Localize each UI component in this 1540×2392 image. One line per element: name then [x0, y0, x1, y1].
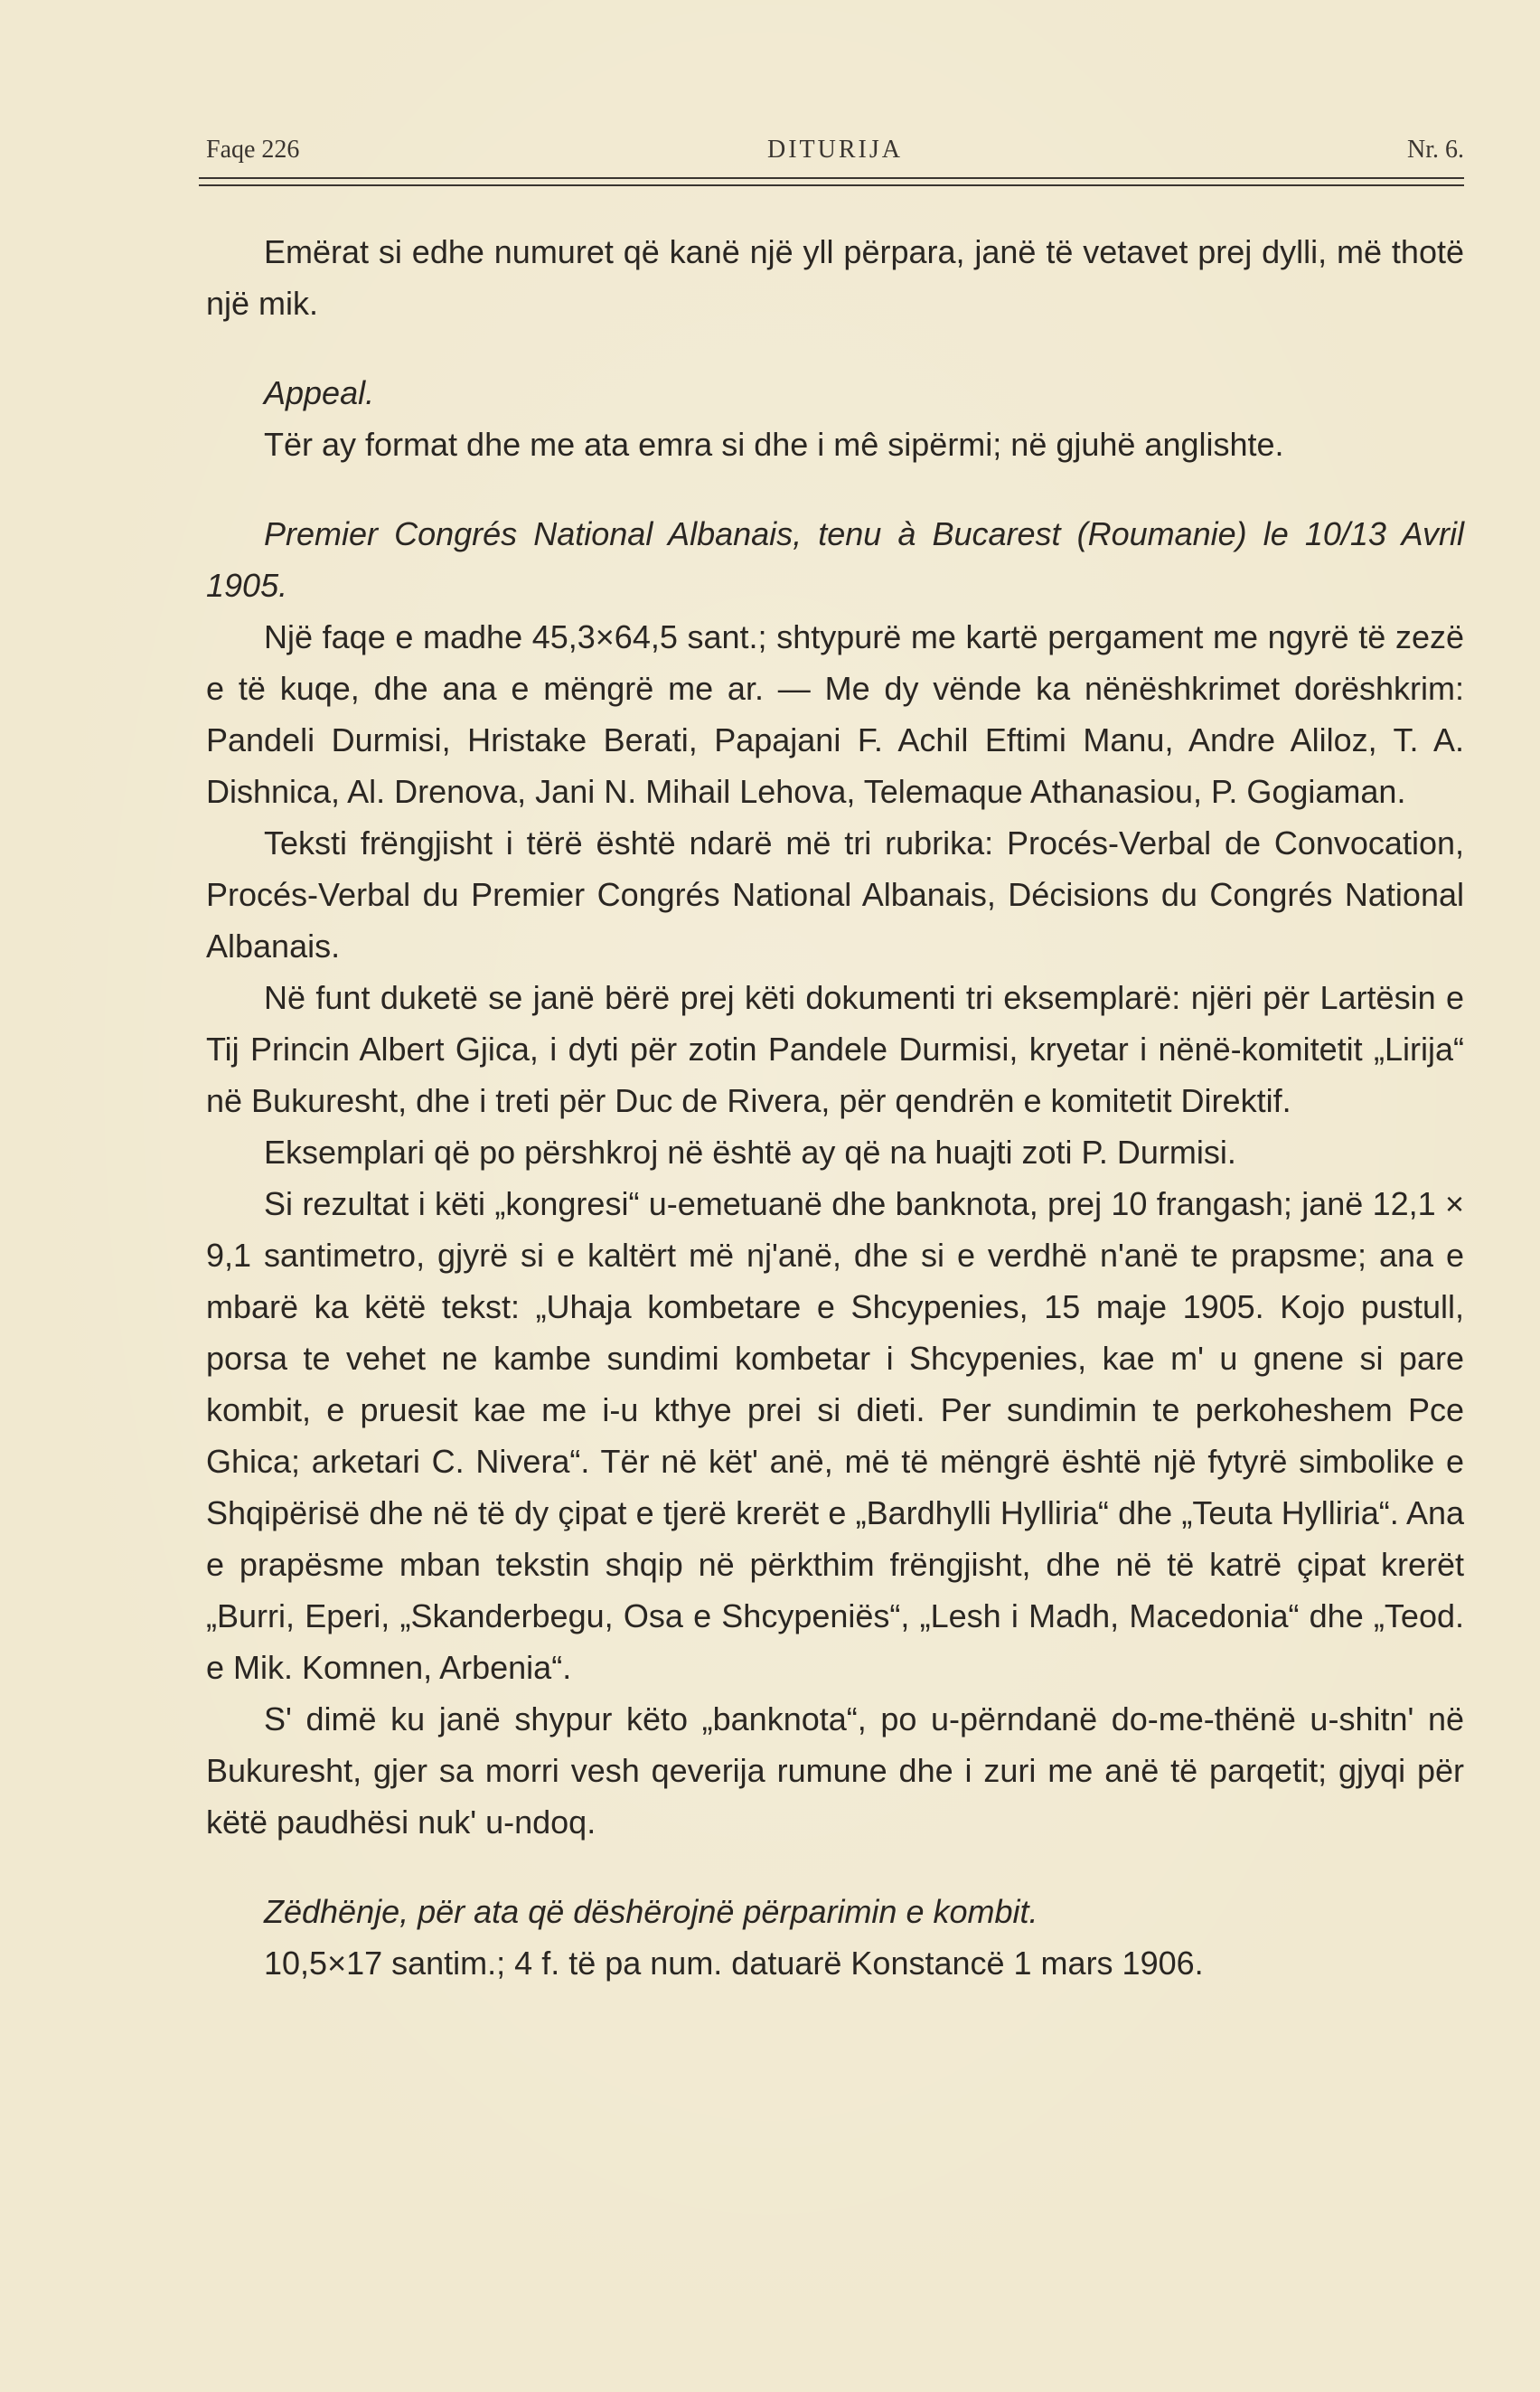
issue-number: Nr. 6.	[1407, 136, 1464, 164]
paragraph-congress-description: Një faqe e madhe 45,3×64,5 sant.; shtypurë me kartë pergament me ngyrë të zezë e të kuqe, dhe ana e mëngrë me ar. — Me dy vënde ka nënëshkrimet dorëshkrim: Pandeli Durmisi, Hristake Berati, Papajani F. Achil Eftimi Manu, Andre Aliloz, T. A. Dishnica, Al. Drenova, Jani N. Mihail Lehova, Telemaque Athanasiou, P. Gogiaman.	[206, 618, 1464, 810]
header-rule-bottom	[199, 184, 1464, 186]
paragraph-appeal: Tër ay format dhe me ata emra si dhe i mê sipërmi; në gjuhë anglishte.	[264, 426, 1284, 463]
paragraph-zedhenje-details: 10,5×17 santim.; 4 f. të pa num. datuarë Konstancë 1 mars 1906.	[264, 1945, 1204, 1982]
section-title-congress: Premier Congrés National Albanais, tenu à Bucarest (Roumanie) le 10/13 Avril 1905.	[206, 515, 1464, 604]
paragraph-banknotes-distribution: S' dimë ku janë shypur këto „banknota“, po u-përndanë do-me-thënë u-shitn' në Bukuresht, gjer sa morri vesh qeverija rumune dhe i zuri me anë të parqetit; gjyqi për këtë paudhësi nuk' u-ndoq.	[206, 1700, 1464, 1841]
paragraph-copies: Në funt duketë se janë bërë prej këti dokumenti tri eksemplarë: njëri për Lartësin e Tij Princin Albert Gjica, i dyti për zotin Pandele Durmisi, kryetar i nënë-komitetit „Lirija“ në Bukuresht, dhe i treti për Duc de Rivera, për qendrën e komitetit Direktif.	[206, 979, 1464, 1119]
paragraph-copy-lender: Eksemplari që po përshkroj në është ay që na huajti zoti P. Durmisi.	[264, 1134, 1236, 1171]
paragraph-french-text: Teksti frëngjisht i tërë është ndarë më tri rubrika: Procés-Verbal de Convocation, Procés-Verbal du Premier Congrés National Albanais, Décisions du Congrés National Albanais.	[206, 824, 1464, 965]
paragraph-seals-note: Emërat si edhe numuret që kanë një yll përpara, janë të vetavet prej dylli, më thotë një mik.	[206, 233, 1464, 322]
article-body	[206, 226, 1464, 1989]
section-title-appeal: Appeal.	[264, 374, 375, 411]
paragraph-banknotes: Si rezultat i këti „kongresi“ u-emetuanë dhe banknota, prej 10 frangash; janë 12,1 × 9,1 santimetro, gjyrë si e kaltërt më nj'anë, dhe si e verdhë n'anë te prapsme; ana e mbarë ka këtë tekst: „Uhaja kombetare e Shcypenies, 15 maje 1905. Kojo pustull, porsa te vehet ne kambe sundimi kombetar i Shcypenies, kae m' u gnene si pare kombit, e pruesit kae me i-u kthye prei si dieti. Per sundimin te perkoheshem Pce Ghica; arketari C. Nivera“. Tër në kët' anë, më të mëngrë është një fytyrë simbolike e Shqipërisë dhe në të dy çipat e tjerë krerët e „Bardhylli Hylliria“ dhe „Teuta Hylliria“. Ana e prapësme mban tekstin shqip në përkthim frëngjisht, dhe në të katrë çipat krerët „Burri, Eperi, „Skanderbegu, Osa e Shcypeniës“, „Lesh i Madh, Macedonia“ dhe „Teod. e Mik. Komnen, Arbenia“.	[206, 1185, 1464, 1686]
page-number: Faqe 226	[206, 136, 300, 164]
running-header	[206, 136, 1464, 172]
journal-title: DITURIJA	[767, 136, 903, 164]
section-title-zedhenje: Zëdhënje, për ata që dëshërojnë përparimin e kombit.	[264, 1893, 1038, 1930]
header-rule-top	[199, 177, 1464, 179]
